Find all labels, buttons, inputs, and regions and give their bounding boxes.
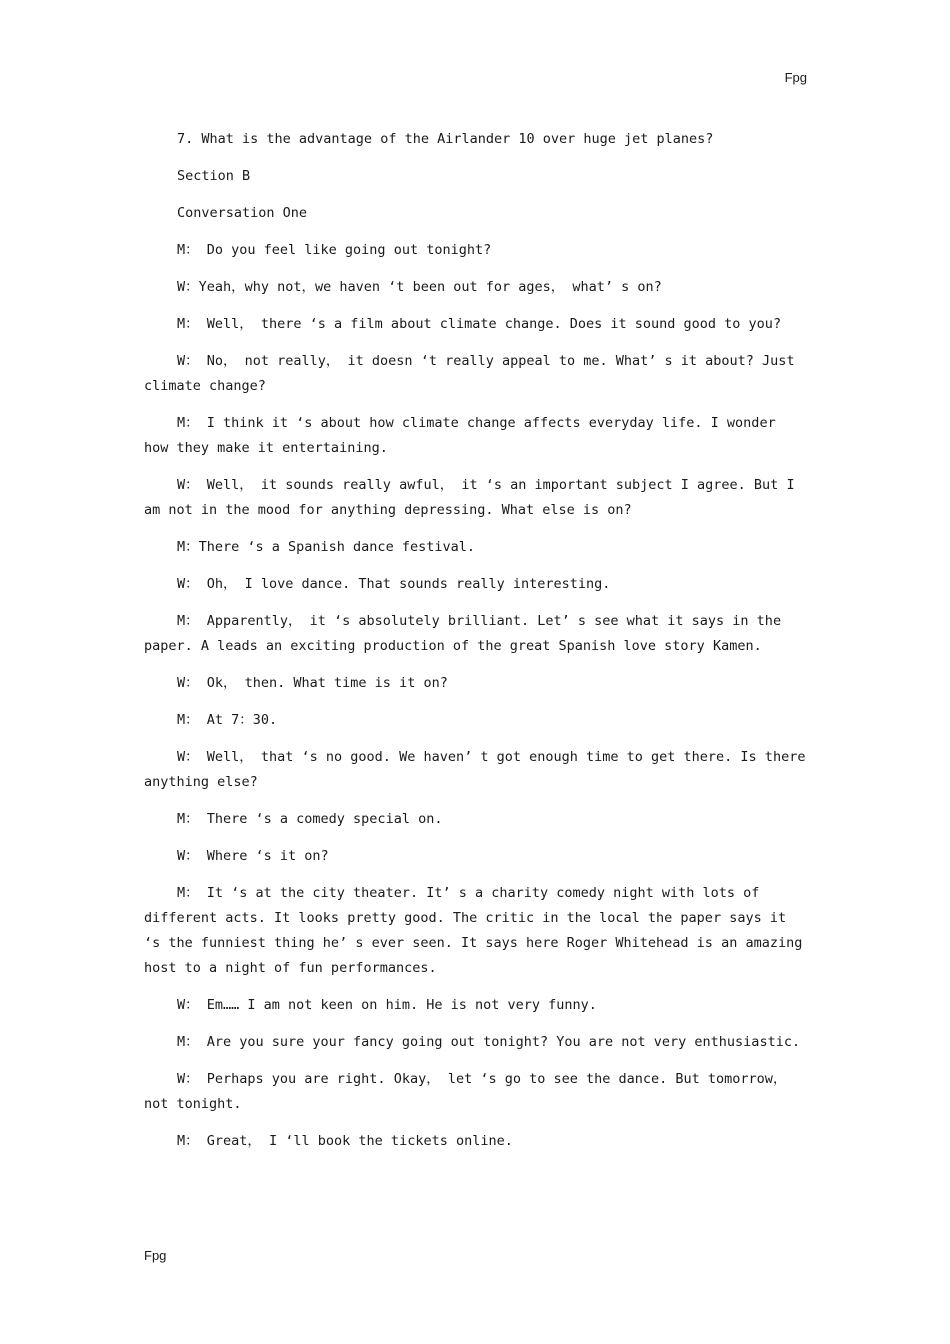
dialogue-line: W： No， not really， it doesn ‘t really appeal to me. What’ s it about? Just climate change? <box>144 353 803 394</box>
section-heading: Section B <box>177 168 251 184</box>
dialogue-line: M： Apparently， it ‘s absolutely brilliant. Let’ s see what it says in the paper. A leads an exciting production of the great Spanish love story Kamen. <box>144 613 790 654</box>
document-body <box>144 127 814 1166</box>
dialogue-line: M： Well， there ‘s a film about climate change. Does it sound good to you? <box>177 316 782 332</box>
question-7: 7. What is the advantage of the Airlander 10 over huge jet planes? <box>177 131 714 147</box>
dialogue-line: M： It ‘s at the city theater. It’ s a charity comedy night with lots of different acts. It looks pretty good. The critic in the local the paper says it ‘s the funniest thing he’ s ever seen. It says here Roger Whitehead is an amazing host to a night of fun performances. <box>144 885 811 976</box>
dialogue-line: W： Ok， then. What time is it on? <box>177 675 448 691</box>
dialogue-line: M： I think it ‘s about how climate change affects everyday life. I wonder how they make it entertaining. <box>144 415 784 456</box>
page-footer: Fpg <box>144 1248 167 1263</box>
dialogue-line: W： Perhaps you are right. Okay， let ‘s go to see the dance. But tomorrow， not tonight. <box>144 1071 795 1112</box>
dialogue-line: M： At 7：30. <box>177 712 278 728</box>
dialogue-line: W： Well， it sounds really awful， it ‘s an important subject I agree. But I am not in the mood for anything depressing. What else is on? <box>144 477 803 518</box>
dialogue-line: W： Em…… I am not keen on him. He is not very funny. <box>177 997 597 1013</box>
dialogue-line: W：Yeah，why not，we haven ‘t been out for ages， what’ s on? <box>177 279 662 295</box>
dialogue-line: M：There ‘s a Spanish dance festival. <box>177 539 475 555</box>
conversation-heading: Conversation One <box>177 205 308 221</box>
dialogue-line: W： Oh， I love dance. That sounds really interesting. <box>177 576 611 592</box>
dialogue-line: W： Where ‘s it on? <box>177 848 329 864</box>
dialogue-line: M： Great， I ‘ll book the tickets online. <box>177 1133 513 1149</box>
dialogue-line: M： Are you sure your fancy going out tonight? You are not very enthusiastic. <box>177 1034 801 1050</box>
dialogue-line: M： Do you feel like going out tonight? <box>177 242 492 258</box>
dialogue-line: M： There ‘s a comedy special on. <box>177 811 443 827</box>
dialogue-line: W： Well， that ‘s no good. We haven’ t got enough time to get there. Is there anything else? <box>144 749 814 790</box>
page-header: Fpg <box>784 70 807 85</box>
